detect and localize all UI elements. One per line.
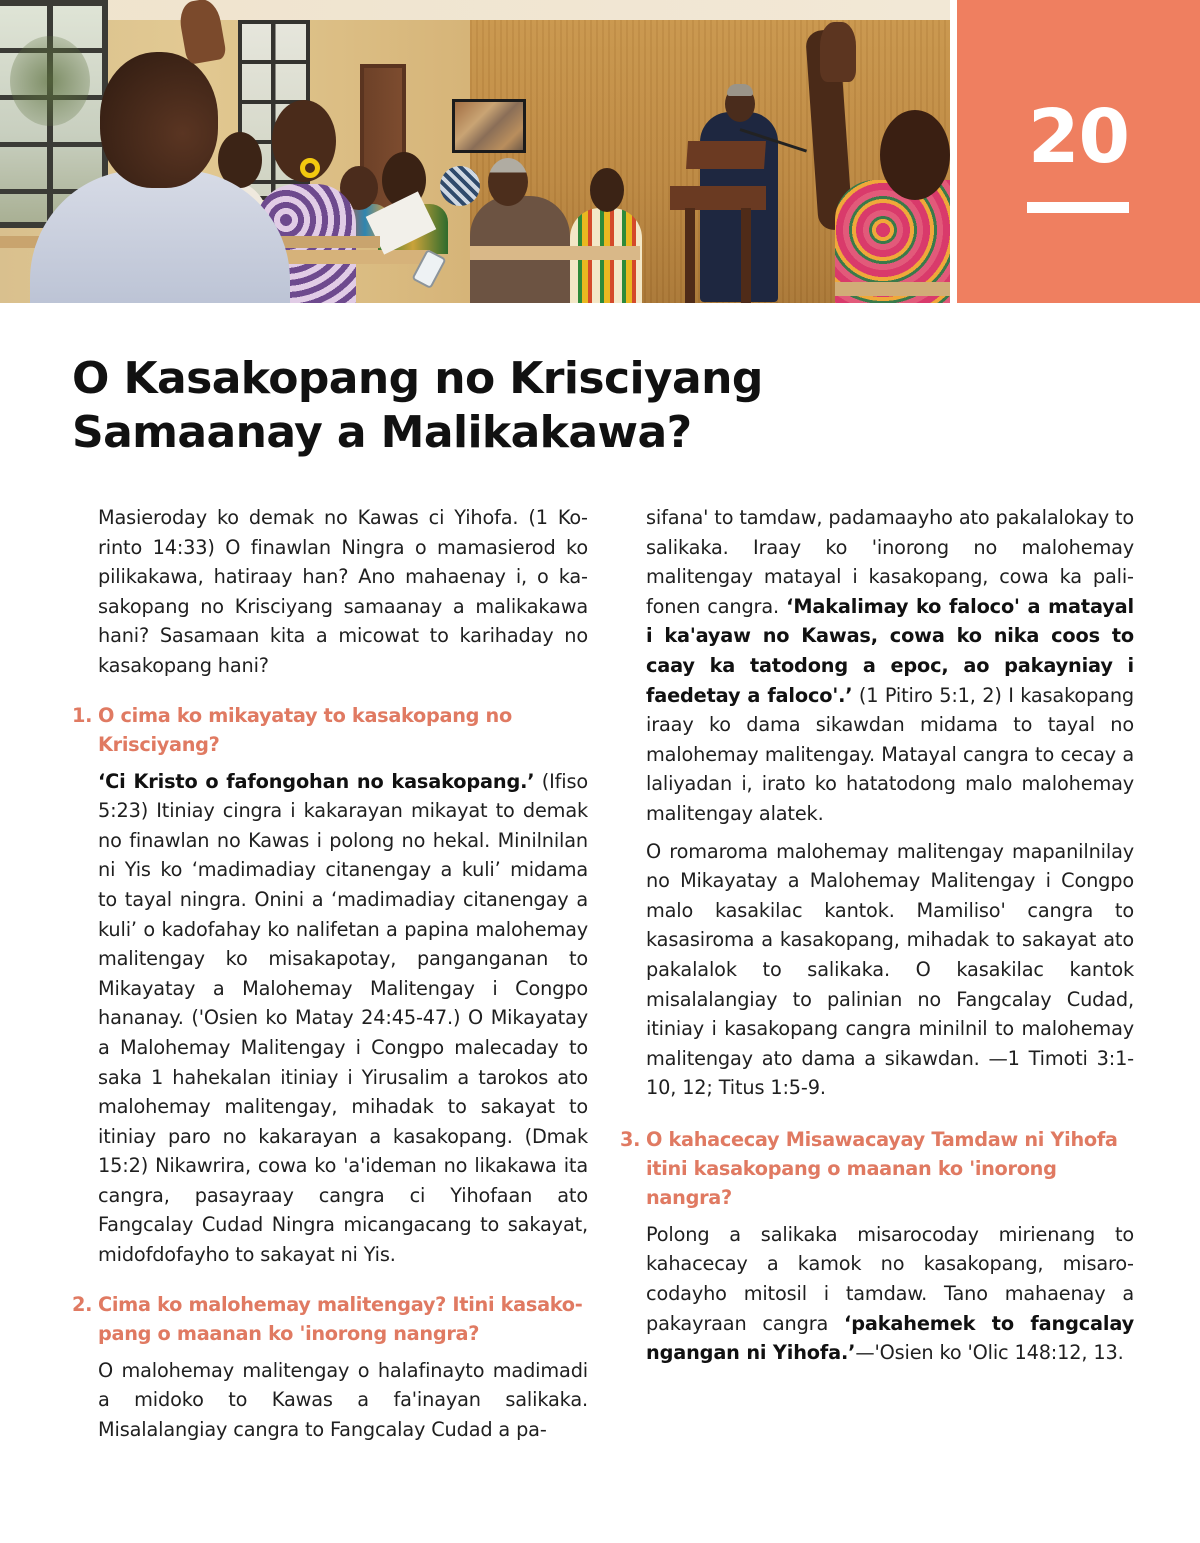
podium-lectern	[686, 141, 766, 169]
paragraph-text: Polong a salikaka misarocoday mirienang to kahacecay a kamok no kasakopang, misarocodayho mitosil i tamdaw. Tano mahaenay a pakayraan cangra	[646, 1222, 1134, 1335]
bench	[835, 282, 950, 296]
paragraph-text: —'Osien ko 'Olic 148:12, 13.	[855, 1341, 1124, 1365]
scripture-quote: ‘pakahemek to fangcalay ngangan ni Yihofa.’	[646, 1311, 1135, 1365]
answer-2-paragraph-1-continued	[646, 503, 1134, 829]
question-1	[72, 701, 588, 759]
question-number: 2.	[72, 1292, 93, 1316]
answer-2-paragraph-1	[98, 1356, 588, 1445]
title-line-1: O Kasakopang no Krisciyang	[72, 353, 763, 404]
intro-paragraph: Masieroday ko demak no Kawas ci Yihofa. (1 Korinto 14:33) O finawlan Ningra o mamasierod ko pilikakawa, hatiraay han? Ano mahaenay i, o kasakopang no Krisciyang samaanay a malikakawa hani? Sasamaan kita a micowat to karihaday no kasakopang hani?	[98, 506, 588, 677]
podium	[670, 186, 766, 210]
ceiling	[0, 0, 950, 20]
answer-1-paragraph	[98, 767, 588, 1270]
audience-member-head	[880, 110, 950, 200]
right-column	[620, 503, 1134, 1368]
tv-screen	[452, 99, 526, 153]
paragraph-text: O malohemay malitengay o halafinayto madimadi a midoko to Kawas a fa'inayan salikaka. Misalalangiay cangra to Fangcalay Cudad a pa-	[98, 1358, 588, 1441]
paragraph-text: sifana' to tamdaw, padamaayho ato pakalalokay to salikaka. Iraay ko 'inorong no malohemay malitengay matayal i kasakopang, cowa ka palifonen cangra.	[646, 506, 1134, 618]
raised-hand	[820, 22, 856, 82]
paragraph-text: (Ifiso 5:23) Itiniay cingra i kakarayan mikayat to demak no finawlan no Kawas i polong no hekal. Minilnilan ni Yis ko ‘madimadiay citanengay a kuli’ midama to tayal ningra. Onini a ‘madimadiay citanengay a kuli’ o kadofahay ko nalifetan a papina malohemay malitengay ko misakapotay, panganganan to Mikayatay a Malohemay Malitengay i Congpo hananay. ('Osien ko Matay 24:45-47.) O Mikayatay a Malohemay Malitengay i Congpo malecaday to saka 1 hahekalan itiniay i Yirusalim a tarokos ato malohemay malitengay, mihadak to sakayat to itiniay paro no kakarayan a kasakopang. (Dmak 15:2) Nikawrira, cowa ko 'a'ideman no likakawa ita cangra, pasayraay cangra ci Yihofaan ato Fangcalay Cudad Ningra micangacang to sakayat, midofdofayho to sakayat ni Yis.	[98, 769, 589, 1267]
earring	[300, 158, 320, 178]
bench	[470, 246, 640, 260]
question-2	[72, 1290, 588, 1348]
header-photo	[0, 0, 950, 303]
audience-member-head	[488, 158, 528, 206]
question-number: 1.	[72, 703, 93, 727]
question-text: Cima ko malohemay malitengay? Itini kasakopang o maanan ko 'inorong nangra?	[98, 1292, 583, 1345]
podium-base	[685, 208, 751, 303]
question-text: O kahacecay Misawacayay Tamdaw ni Yihofa itini kasakopang o maanan ko 'inorong nangra?	[646, 1127, 1118, 1209]
audience-member-head	[440, 166, 480, 206]
lesson-number: 20	[1028, 94, 1129, 180]
lesson-number-underline	[1027, 202, 1129, 213]
answer-2-paragraph-2: O romaroma malohemay malitengay mapanilnilay no Mikayatay a Malohemay Malitengay i Congpo malo kasakilac kantok. Mamiliso' cangra to kasasiroma a kasakopang, mihadak to sakayat ato pakalalok to salikaka. O kasakilac kantok misalalangiay to palinian no Fangcalay Cudad, itiniay i kasakopang cangra minilnil to malohemay malitengay ato dama a sikawdan. —1 Timoti 3:1-10, 12; Titus 1:5-9.	[646, 839, 1134, 1100]
scripture-quote: ‘Ci Kristo o fafongohan no kasakopang.’	[98, 769, 535, 793]
question-3	[620, 1125, 1134, 1212]
page-title	[72, 352, 972, 460]
audience-member-head	[590, 168, 624, 212]
speaker-hair	[727, 84, 753, 96]
title-line-2: Samaanay a Malikakawa?	[72, 407, 692, 458]
lesson-number-badge	[957, 0, 1200, 303]
question-text: O cima ko mikayatay to kasakopang no Krisciyang?	[98, 703, 512, 756]
left-column	[72, 503, 588, 1444]
paragraph-text: (1 Pitiro 5:1, 2) I kasakopang iraay ko dama sikawdan midama to tayal no malohemay malitengay. Matayal cangra to cecay a laliyadan i, irato ko hatatodong malo malohemay malitengay alatek.	[646, 683, 1134, 825]
audience-member-front-head	[100, 52, 218, 188]
scripture-quote: ‘Makalimay ko faloco' a matayal i ka'ayaw no Kawas, cowa ko nika coos to caay ka tatodong a epoc, ao pakayniay i faedetay a faloco'.’	[646, 594, 1134, 707]
answer-3-paragraph	[646, 1220, 1134, 1368]
question-number: 3.	[620, 1127, 641, 1151]
